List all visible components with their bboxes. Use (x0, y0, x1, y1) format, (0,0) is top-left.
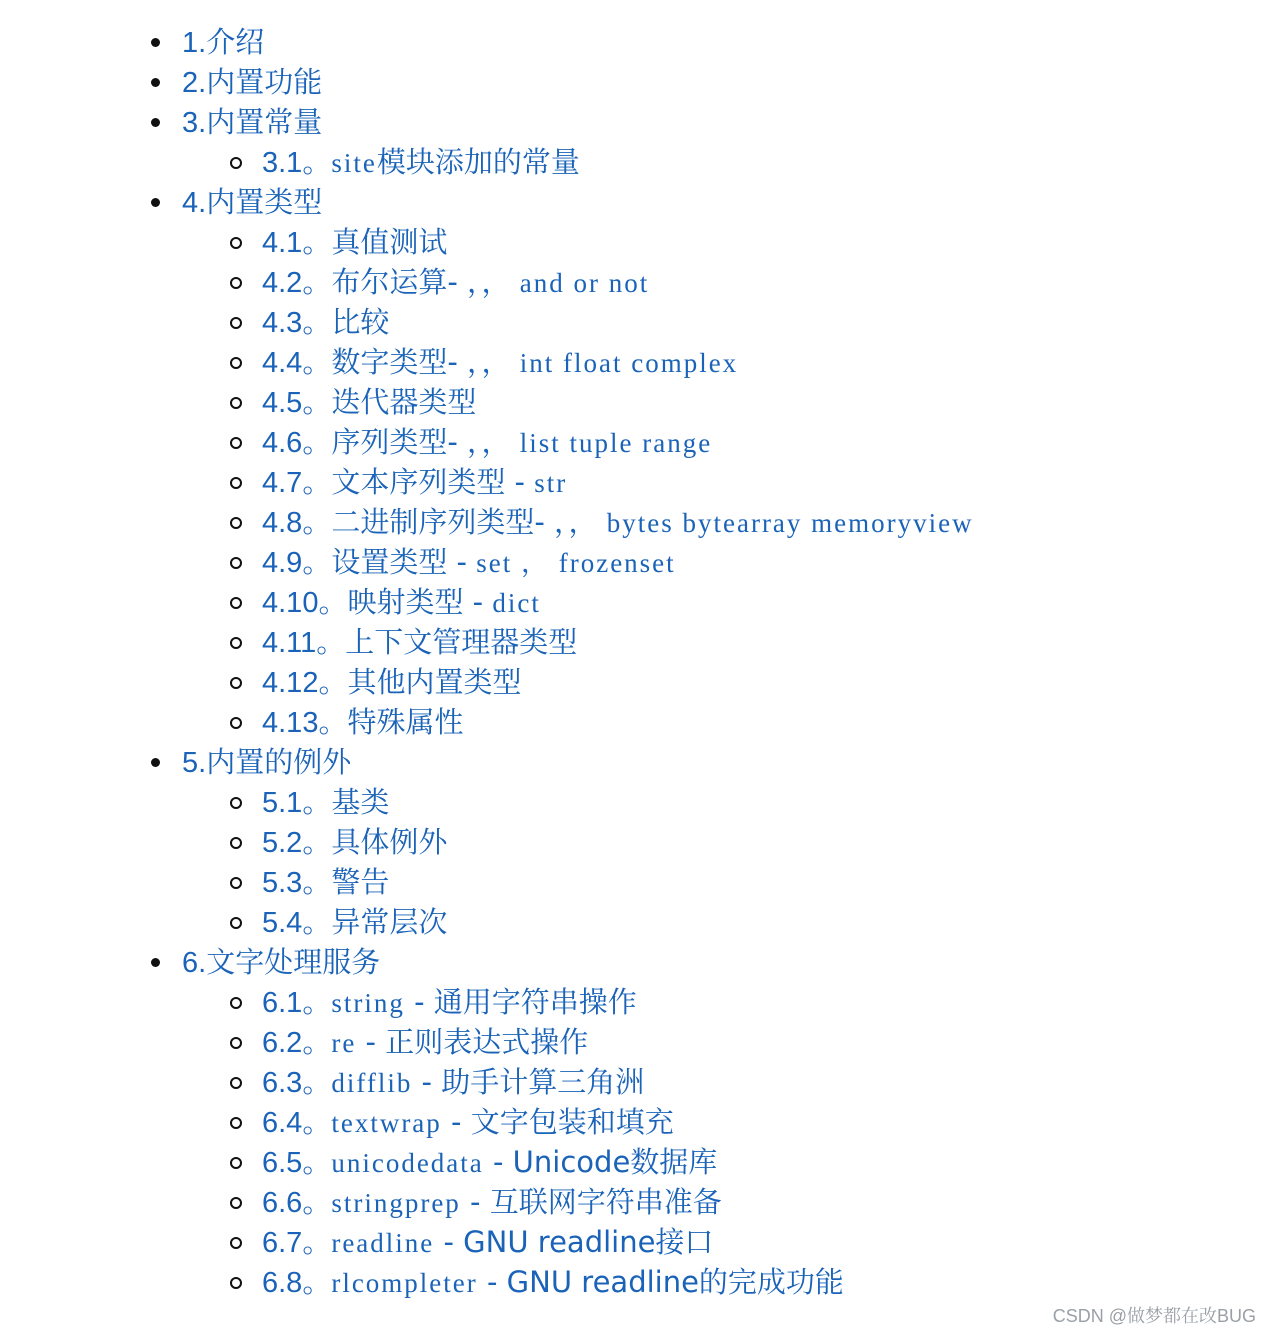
toc-section-link[interactable] (140, 902, 974, 942)
toc-entry-text (182, 62, 322, 103)
toc-section-link[interactable] (140, 662, 974, 702)
toc-entry-text (262, 1102, 674, 1143)
bullet-disc-icon (151, 38, 160, 47)
bullet-circle-icon (230, 1157, 242, 1169)
section-number: 6.6。 (262, 1187, 332, 1219)
toc-entry-text (262, 1262, 844, 1303)
toc-entry-text (262, 902, 447, 943)
section-title: 内置的例外 (206, 745, 352, 779)
code-identifier: textwrap (331, 1108, 442, 1138)
section-number: 5.3。 (262, 867, 332, 899)
toc-entry-text (262, 822, 447, 863)
bullet-circle-icon (230, 357, 242, 369)
section-number: 4.2。 (262, 267, 332, 299)
toc-section-link[interactable] (140, 142, 974, 182)
bullet-circle-icon (230, 877, 242, 889)
toc-entry-text (182, 102, 322, 143)
section-title: - 正则表达式操作 (365, 1025, 589, 1059)
section-title: 其他内置类型 (347, 665, 522, 699)
code-identifier: site (331, 148, 377, 178)
section-title: 具体例外 (331, 825, 448, 859)
toc-section-link[interactable] (140, 582, 974, 622)
bullet-circle-icon (230, 277, 242, 289)
section-title: - Unicode数据库 (493, 1145, 718, 1179)
section-title: 内置常量 (206, 105, 323, 139)
toc-chapter-link[interactable] (140, 742, 974, 782)
section-number: 2. (182, 67, 207, 99)
section-title: - GNU readline接口 (443, 1225, 714, 1259)
toc-entry-text (262, 662, 521, 703)
section-title: 二进制序列类型- ，， (331, 505, 598, 539)
toc-entry-text (262, 622, 577, 663)
bullet-disc-icon (151, 758, 160, 767)
section-number: 4.5。 (262, 387, 332, 419)
section-title: - 互联网字符串准备 (470, 1185, 722, 1219)
section-title: 文字处理服务 (206, 945, 381, 979)
section-title: 比较 (331, 305, 390, 339)
toc-section-link[interactable] (140, 862, 974, 902)
toc-section-link[interactable] (140, 982, 974, 1022)
section-number: 4.10。 (262, 587, 348, 619)
bullet-disc-icon (151, 198, 160, 207)
code-identifier: rlcompleter (331, 1268, 478, 1298)
toc-entry-text (262, 1142, 717, 1183)
toc-entry-text (262, 582, 541, 623)
section-number: 4.6。 (262, 427, 332, 459)
section-number: 5.1。 (262, 787, 332, 819)
code-identifier: re (331, 1028, 357, 1058)
bullet-circle-icon (230, 797, 242, 809)
toc-entry-text (262, 702, 463, 743)
bullet-circle-icon (230, 917, 242, 929)
section-title: 布尔运算- ，， (331, 265, 511, 299)
toc-entry-text (262, 1222, 713, 1263)
toc-entry-text (262, 1062, 644, 1103)
code-identifier: stringprep (331, 1188, 461, 1218)
section-title: 介绍 (206, 25, 265, 59)
bullet-disc-icon (151, 958, 160, 967)
section-number: 3.1。 (262, 147, 332, 179)
toc-section-link[interactable] (140, 1222, 974, 1262)
section-number: 4.1。 (262, 227, 332, 259)
toc-section-link[interactable] (140, 1102, 974, 1142)
bullet-circle-icon (230, 397, 242, 409)
toc-section-link[interactable] (140, 462, 974, 502)
bullet-circle-icon (230, 317, 242, 329)
toc-entry-text (182, 182, 322, 223)
toc-entry-text (262, 542, 676, 583)
toc-section-link[interactable] (140, 1182, 974, 1222)
toc-entry-text (262, 462, 567, 503)
section-title: - GNU readline的完成功能 (487, 1265, 844, 1299)
section-title: - 文字包装和填充 (451, 1105, 674, 1139)
toc-chapter-link[interactable] (140, 62, 974, 102)
toc-section-link[interactable] (140, 822, 974, 862)
section-title: 数字类型- ，， (331, 345, 511, 379)
code-identifier: unicodedata (331, 1148, 484, 1178)
toc-section-link[interactable] (140, 1262, 974, 1302)
bullet-circle-icon (230, 837, 242, 849)
toc-entry-text (182, 942, 380, 983)
toc-entry-text (262, 342, 738, 383)
section-title: 映射类型 - (347, 585, 484, 619)
toc-section-link[interactable] (140, 622, 974, 662)
toc-section-link[interactable] (140, 262, 974, 302)
section-title: 基类 (331, 785, 390, 819)
bullet-circle-icon (230, 1077, 242, 1089)
section-title: 迭代器类型 (331, 385, 477, 419)
section-number: 5.2。 (262, 827, 332, 859)
section-number: 4.11。 (262, 627, 346, 659)
section-title: - 助手计算三角洲 (421, 1065, 645, 1099)
toc-section-link[interactable] (140, 1062, 974, 1102)
toc-entry-text (262, 1182, 722, 1223)
bullet-circle-icon (230, 237, 242, 249)
section-title: 异常层次 (331, 905, 448, 939)
code-identifier: bytes bytearray memoryview (606, 508, 974, 538)
section-number: 1. (182, 27, 207, 59)
section-number: 4.13。 (262, 707, 348, 739)
bullet-circle-icon (230, 437, 242, 449)
toc-entry-text (262, 502, 974, 543)
bullet-circle-icon (230, 1197, 242, 1209)
section-number: 4.12。 (262, 667, 348, 699)
section-title: 特殊属性 (347, 705, 464, 739)
code-identifier: list tuple range (519, 428, 713, 458)
toc-section-link[interactable] (140, 1022, 974, 1062)
section-title: - 通用字符串操作 (414, 985, 637, 1019)
toc-section-link[interactable] (140, 702, 974, 742)
toc-entry-text (262, 1022, 588, 1063)
section-number: 6.3。 (262, 1067, 332, 1099)
toc-entry-text (262, 142, 580, 183)
section-number: 4.9。 (262, 547, 332, 579)
section-number: 3. (182, 107, 207, 139)
bullet-circle-icon (230, 157, 242, 169)
section-title: 警告 (331, 865, 390, 899)
toc-section-link[interactable] (140, 782, 974, 822)
toc-section-link[interactable] (140, 302, 974, 342)
toc-section-link[interactable] (140, 422, 974, 462)
code-identifier: string (331, 988, 405, 1018)
code-identifier: set ， frozenset (476, 548, 676, 578)
section-number: 6.7。 (262, 1227, 332, 1259)
bullet-circle-icon (230, 1117, 242, 1129)
code-identifier: int float complex (519, 348, 739, 378)
bullet-circle-icon (230, 557, 242, 569)
toc-entry-text (262, 262, 649, 303)
toc-entry-text (262, 222, 447, 263)
toc-entry-text (182, 742, 351, 783)
section-number: 4.8。 (262, 507, 332, 539)
bullet-circle-icon (230, 717, 242, 729)
section-title: 序列类型- ，， (331, 425, 511, 459)
section-number: 4.3。 (262, 307, 332, 339)
section-title: 设置类型 - (331, 545, 468, 579)
toc-entry-text (262, 782, 389, 823)
watermark: CSDN @做梦都在改BUG (1052, 1306, 1256, 1326)
toc-chapter-link[interactable] (140, 942, 974, 982)
bullet-circle-icon (230, 1037, 242, 1049)
section-title: 文本序列类型 - (331, 465, 526, 499)
toc-section-link[interactable] (140, 222, 974, 262)
table-of-contents (140, 22, 974, 1302)
section-number: 4.4。 (262, 347, 332, 379)
section-number: 5. (182, 747, 207, 779)
section-title: 内置类型 (206, 185, 323, 219)
bullet-circle-icon (230, 597, 242, 609)
bullet-circle-icon (230, 477, 242, 489)
toc-entry-text (262, 422, 712, 463)
bullet-circle-icon (230, 997, 242, 1009)
toc-chapter-link[interactable] (140, 102, 974, 142)
section-title: 内置功能 (206, 65, 323, 99)
toc-section-link[interactable] (140, 542, 974, 582)
section-number: 4. (182, 187, 207, 219)
toc-section-link[interactable] (140, 1142, 974, 1182)
code-identifier: dict (492, 588, 541, 618)
toc-section-link[interactable] (140, 382, 974, 422)
section-number: 6.5。 (262, 1147, 332, 1179)
section-number: 6.8。 (262, 1267, 332, 1299)
bullet-disc-icon (151, 78, 160, 87)
section-number: 6. (182, 947, 207, 979)
bullet-disc-icon (151, 118, 160, 127)
bullet-circle-icon (230, 637, 242, 649)
section-title: 模块添加的常量 (376, 145, 580, 179)
code-identifier: readline (331, 1228, 435, 1258)
bullet-circle-icon (230, 1277, 242, 1289)
section-title: 上下文管理器类型 (345, 625, 578, 659)
section-number: 6.1。 (262, 987, 332, 1019)
code-identifier: str (534, 468, 568, 498)
toc-entry-text (262, 982, 637, 1023)
section-title: 真值测试 (331, 225, 448, 259)
toc-entry-text (262, 302, 389, 343)
bullet-circle-icon (230, 1237, 242, 1249)
toc-entry-text (182, 22, 264, 63)
code-identifier: and or not (519, 268, 650, 298)
bullet-circle-icon (230, 677, 242, 689)
bullet-circle-icon (230, 517, 242, 529)
toc-section-link[interactable] (140, 502, 974, 542)
toc-entry-text (262, 862, 389, 903)
code-identifier: difflib (331, 1068, 413, 1098)
section-number: 5.4。 (262, 907, 332, 939)
toc-chapter-link[interactable] (140, 182, 974, 222)
toc-section-link[interactable] (140, 342, 974, 382)
section-number: 6.4。 (262, 1107, 332, 1139)
toc-entry-text (262, 382, 476, 423)
toc-chapter-link[interactable] (140, 22, 974, 62)
section-number: 4.7。 (262, 467, 332, 499)
section-number: 6.2。 (262, 1027, 332, 1059)
